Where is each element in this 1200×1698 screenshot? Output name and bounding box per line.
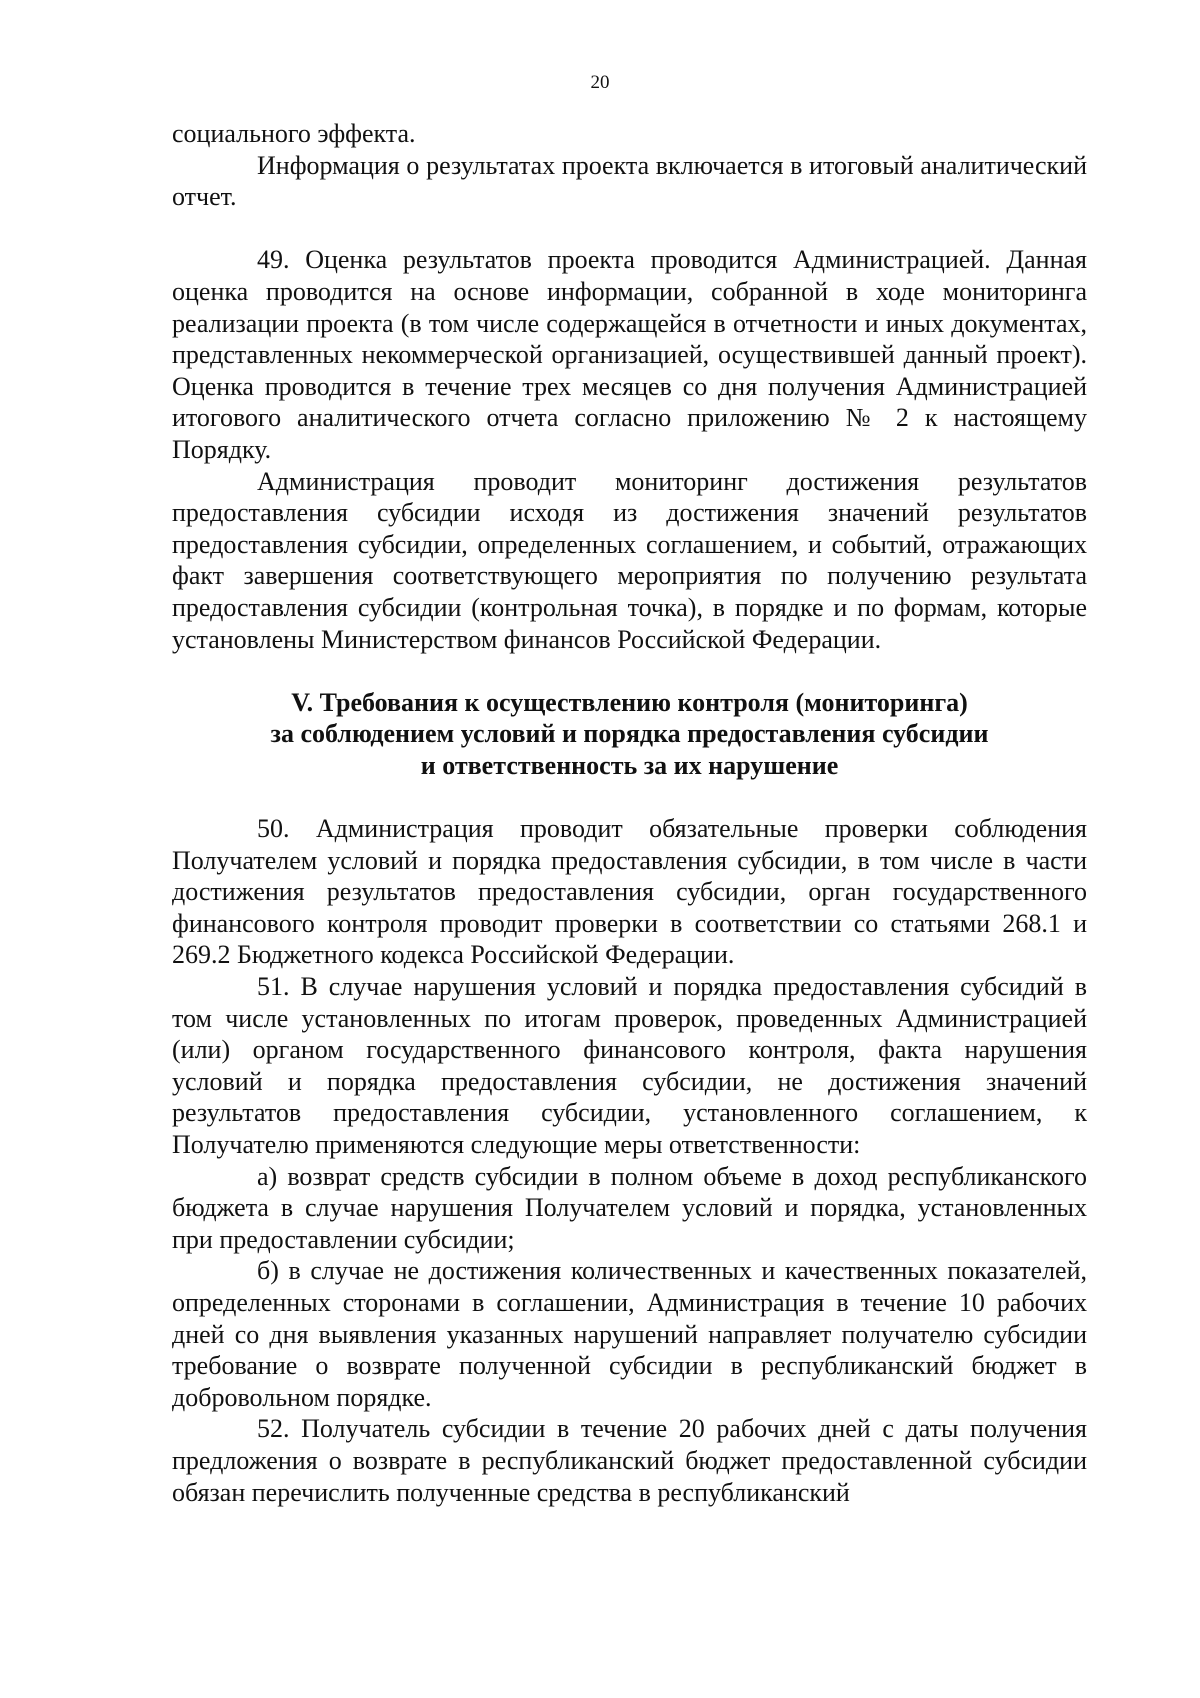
section-heading-line: за соблюдением условий и порядка предоставления субсидии [270, 719, 989, 749]
section-heading-line: V. Требования к осуществлению контроля (мониторинга) [291, 687, 968, 717]
paragraph-51: 51. В случае нарушения условий и порядка предоставления субсидий в том числе установленных по итогам проверок, проведенных Администрацией (или) органом государственного финансового контроля, факта нарушения условий и порядка предоставления субсидии, не достижения значений результатов предоставления субсидии, установленного соглашением, к Получателю применяются следующие меры ответственности: [172, 972, 1087, 1159]
page-number: 20 [590, 72, 610, 93]
paragraph-49: 49. Оценка результатов проекта проводится Администрацией. Данная оценка проводится на основе информации, собранной в ходе мониторинга реализации проекта (в том числе содержащейся в отчетности и иных документах, представленных некоммерческой организацией, осуществившей данный проект). Оценка проводится в течение трех месяцев со дня получения Администрацией итогового аналитического отчета согласно приложению № 2 к настоящему Порядку. [172, 245, 1087, 464]
paragraph: Администрация проводит мониторинг достижения результатов предоставления субсидии исходя из достижения значений результатов предоставления субсидии, определенных соглашением, и событий, отражающих факт завершения соответствующего мероприятия по получению результата предоставления субсидии (контрольная точка), в порядке и по формам, которые установлены Министерством финансов Российской Федерации. [172, 466, 1087, 654]
section-heading-line: и ответственность за их нарушение [420, 750, 839, 780]
list-item-a: а) возврат средств субсидии в полном объеме в доход республиканского бюджета в случае нарушения Получателем условий и порядка, установленных при предоставлении субсидии; [172, 1161, 1087, 1254]
document-body [172, 118, 1087, 1508]
list-item-b: б) в случае не достижения количественных и качественных показателей, определенных сторонами в соглашении, Администрация в течение 10 рабочих дней со дня выявления указанных нарушений направляет получателю субсидии требование о возврате полученной субсидии в республиканский бюджет в добровольном порядке. [172, 1256, 1087, 1412]
paragraph-50: 50. Администрация проводит обязательные проверки соблюдения Получателем условий и порядка предоставления субсидии, в том числе в части достижения результатов предоставления субсидии, орган государственного финансового контроля проводит проверки в соответствии со статьями 268.1 и 269.2 Бюджетного кодекса Российской Федерации. [172, 814, 1087, 970]
paragraph-52: 52. Получатель субсидии в течение 20 рабочих дней с даты получения предложения о возврате в республиканский бюджет предоставленной субсидии обязан перечислить полученные средства в республиканский [172, 1414, 1087, 1507]
paragraph: социального эффекта. [172, 119, 416, 148]
paragraph: Информация о результатах проекта включается в итоговый аналитический отчет. [172, 150, 1087, 212]
section-heading [172, 687, 1087, 782]
